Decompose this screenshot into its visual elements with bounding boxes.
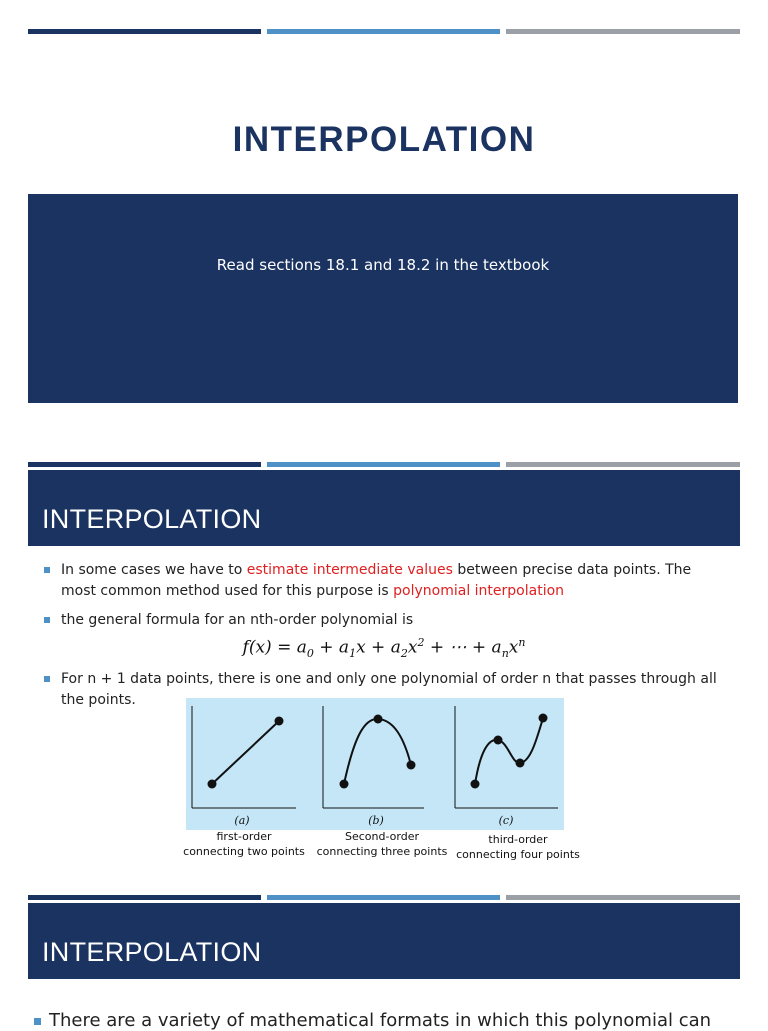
highlight-polynomial: polynomial interpolation (393, 583, 565, 599)
slide2-rule-blue (267, 462, 500, 467)
panel-c-point (516, 759, 525, 768)
panel-b-point (374, 715, 383, 724)
slide3-partial-bullet: There are a variety of mathematical formats in which this polynomial can (34, 1010, 754, 1031)
slide2-rule-dark (28, 462, 261, 467)
bullet-marker (34, 1018, 41, 1025)
top-rule-blue (267, 29, 500, 34)
bullet-marker (44, 567, 50, 573)
interpolation-figure (186, 698, 564, 830)
interpolation-diagram (186, 698, 564, 830)
highlight-estimate: estimate intermediate values (246, 562, 453, 578)
bullet-marker (44, 617, 50, 623)
slide3-rule-blue (267, 895, 500, 900)
panel-b-label: (b) (368, 814, 384, 827)
panel-c-label: (c) (498, 814, 514, 827)
caption-second-order: Second-order connecting three points (316, 830, 448, 858)
polynomial-formula: $f(x) = a_0 + a_1x + a_2x^2$ + ⋯ + $a_nx^n$ (242, 636, 526, 661)
slide1-panel (28, 194, 738, 403)
slide3-rule-grey (506, 895, 740, 900)
panel-c-curve (475, 718, 543, 784)
slide2-header (28, 470, 740, 546)
panel-a-label: (a) (234, 814, 250, 827)
panel-b-point (340, 780, 349, 789)
bullet-marker (44, 676, 50, 682)
slide2-title: INTERPOLATION (42, 504, 262, 534)
slide2-rule-grey (506, 462, 740, 467)
panel-b-curve (344, 719, 411, 784)
top-rule-dark (28, 29, 261, 34)
bullet-general-formula: the general formula for an nth-order polynomial is (44, 610, 724, 631)
panel-c-point (494, 736, 503, 745)
slide3-rule-dark (28, 895, 261, 900)
caption-first-order: first-order connecting two points (183, 830, 305, 858)
caption-third-order: third-order connecting four points (456, 833, 580, 861)
bullet-estimate: In some cases we have to estimate intermediate values between precise data points. The most common method used for this purpose is polynomial interpolation (44, 560, 724, 602)
top-rule-grey (506, 29, 740, 34)
slide1-title: INTERPOLATION (232, 120, 536, 159)
panel-c-point (471, 780, 480, 789)
slide3-header (28, 903, 740, 979)
bullet-n-plus-one: For n + 1 data points, there is one and only one polynomial of order n that passes through all the points. (44, 669, 724, 711)
slide3-title: INTERPOLATION (42, 937, 262, 967)
panel-b-point (407, 761, 416, 770)
panel-b (323, 706, 424, 808)
slide1-subtitle: Read sections 18.1 and 18.2 in the textbook (216, 256, 550, 274)
panel-a-curve (212, 721, 279, 784)
panel-a-point (208, 780, 217, 789)
panel-c-point (539, 714, 548, 723)
panel-a-point (275, 717, 284, 726)
